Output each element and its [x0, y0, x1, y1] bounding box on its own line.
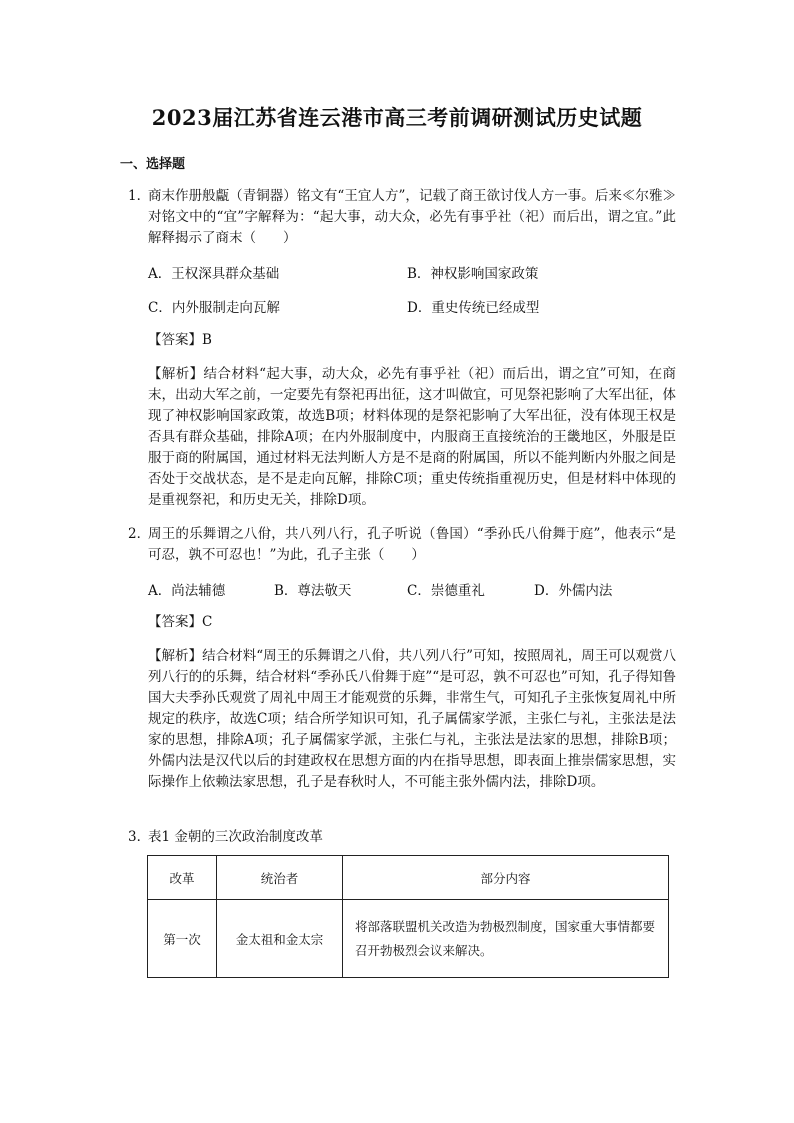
option-a: A．王权深具群众基础	[148, 266, 280, 282]
option-b: B．神权影响国家政策	[407, 266, 539, 282]
option-d: D．外儒内法	[534, 583, 613, 599]
table-header: 部分内容	[343, 856, 669, 900]
question-text: 商末作册般甗（青铜器）铭文有“王宜人方”，记载了商王欲讨伐人方一事。后来≪尔雅≫对铭文中的“宜”字解释为：“起大事，动大众，必先有事乎社（祀）而后出，谓之宜。”此解释揭示了商末（ ）	[148, 188, 676, 246]
table-cell: 将部落联盟机关改造为勃极烈制度，国家重大事情都要召开勃极烈会议来解决。	[343, 900, 669, 978]
table-caption: 表1 金朝的三次政治制度改革	[148, 829, 323, 845]
table-cell: 第一次	[148, 900, 217, 978]
option-c: C．内外服制走向瓦解	[148, 300, 280, 316]
question-text: 周王的乐舞谓之八佾，共八列八行，孔子听说（鲁国）“季孙氏八佾舞于庭”，他表示“是可忍，孰不可忍也！”为此，孔子主张（ ）	[148, 526, 676, 563]
analysis: 【解析】结合材料“起大事，动大众，必先有事乎社（祀）而后出，谓之宜”可知，在商末，出动大军之前，一定要先有祭祀再出征，这才叫做宜，可见祭祀影响了大军出征，体现了神权影响国家政策，故选B项；材料体现的是祭祀影响了大军出征，没有体现王权是否具有群众基础，排除A项；在内外服制度中，内服商王直接统治的王畿地区，外服是臣服于商的附属国，通过材料无法判断人方是不是商的附属国，所以不能判断内外服之间是否处于交战状态，是不是走向瓦解，排除C项；重史传统指重视历史，但是材料中体现的是重视祭祀，和历史无关，排除D项。	[148, 366, 676, 508]
table-header-row	[148, 856, 669, 900]
analysis: 【解析】结合材料“周王的乐舞谓之八佾，共八列八行”可知，按照周礼，周王可以观赏八列八行的的乐舞，结合材料“季孙氏八佾舞于庭”“是可忍，孰不可忍也”可知，孔子得知鲁国大夫季孙氏观赏了周礼中周王才能观赏的乐舞，非常生气，可知孔子主张恢复周礼中所规定的秩序，故选C项；结合所学知识可知，孔子属儒家学派，主张仁与礼，主张法是法家的思想，排除A项；孔子属儒家学派，主张仁与礼，主张法是法家的思想，排除B项；外儒内法是汉代以后的封建政权在思想方面的内在指导思想，即表面上推崇儒家思想，实际操作上依赖法家思想，孔子是春秋时人，不可能主张外儒内法，排除D项。	[148, 648, 676, 790]
question-number: 3．	[128, 829, 151, 845]
table-cell: 金太祖和金太宗	[217, 900, 343, 978]
reform-table	[147, 855, 669, 978]
question-2	[128, 524, 676, 566]
option-b: B．尊法敬天	[274, 583, 352, 599]
option-c: C．崇德重礼	[407, 583, 485, 599]
table-header: 统治者	[217, 856, 343, 900]
table-row	[148, 900, 669, 978]
page-title: 2023届江苏省连云港市高三考前调研测试历史试题	[151, 105, 643, 130]
section-heading: 一、选择题	[120, 157, 186, 172]
question-number: 1．	[128, 188, 151, 204]
option-a: A．尚法辅德	[148, 583, 226, 599]
option-d: D．重史传统已经成型	[407, 300, 540, 316]
table-header: 改革	[148, 856, 217, 900]
answer: 【答案】C	[148, 614, 213, 630]
answer: 【答案】B	[148, 332, 212, 348]
question-3	[128, 827, 676, 848]
question-1	[128, 186, 676, 249]
question-number: 2．	[128, 526, 151, 542]
